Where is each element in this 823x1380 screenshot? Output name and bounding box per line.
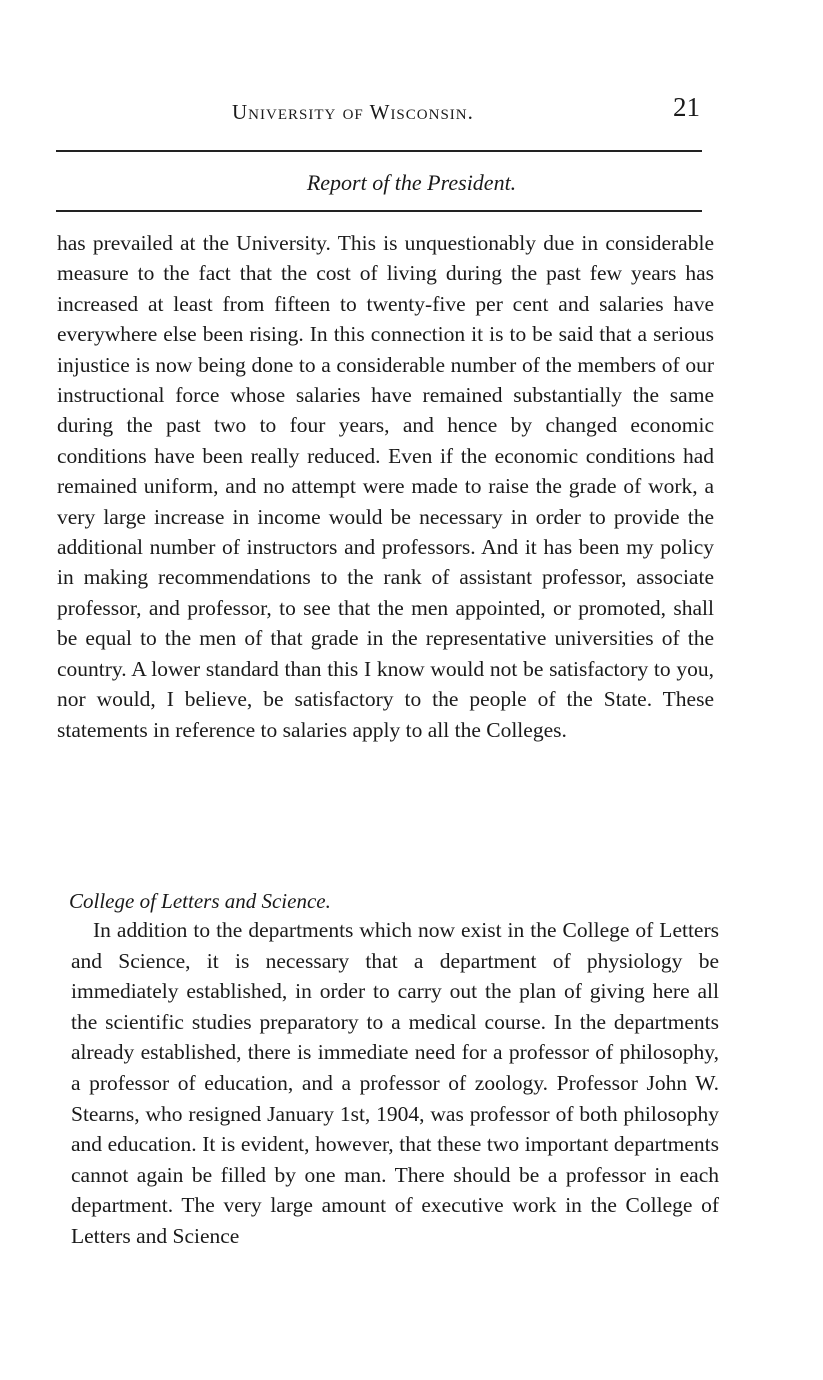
page-number: 21: [673, 92, 700, 122]
section-title: Report of the President.: [306, 170, 517, 195]
body-paragraph-1: [57, 228, 714, 745]
body-paragraph-2: [71, 915, 719, 1252]
subheading: College of Letters and Science.: [69, 889, 331, 913]
running-head: [0, 92, 823, 132]
header-rule-top: [56, 150, 702, 152]
header-rule-bottom: [56, 210, 702, 212]
running-title: University of Wisconsin.: [232, 100, 474, 124]
paragraph-text: has prevailed at the University. This is unquestionably due in considerable measure to the fact that the cost of living during the past few years has increased at least from fifteen to twenty-five per cent and salaries have everywhere else been rising. In this connection it is to be said that a serious injustice is now being done to a considerable number of the members of our instructional force whose salaries have remained substantially the same during the past two to four years, and hence by changed economic conditions have been really reduced. Even if the economic conditions had remained uniform, and no attempt were made to raise the grade of work, a very large increase in income would be necessary in order to provide the additional number of instructors and professors. And it has been my policy in making recommendations to the rank of assistant professor, associate professor, and professor, to see that the men appointed, or promoted, shall be equal to the men of that grade in the representative universities of the country. A lower standard than this I know would not be satisfactory to you, nor would, I believe, be satisfactory to the people of the State. These statements in reference to salaries apply to all the Colleges.: [57, 231, 714, 742]
paragraph-text: In addition to the departments which now exist in the College of Letters and Science, it is necessary that a department of physiology be immediately established, in order to carry out the plan of giving here all the scientific studies preparatory to a medical course. In the departments already established, there is immediate need for a professor of philosophy, a professor of education, and a professor of zoology. Professor John W. Stearns, who resigned January 1st, 1904, was professor of both philosophy and education. It is evident, however, that these two important departments cannot again be filled by one man. There should be a professor in each department. The very large amount of executive work in the College of Letters and Science: [71, 918, 719, 1248]
